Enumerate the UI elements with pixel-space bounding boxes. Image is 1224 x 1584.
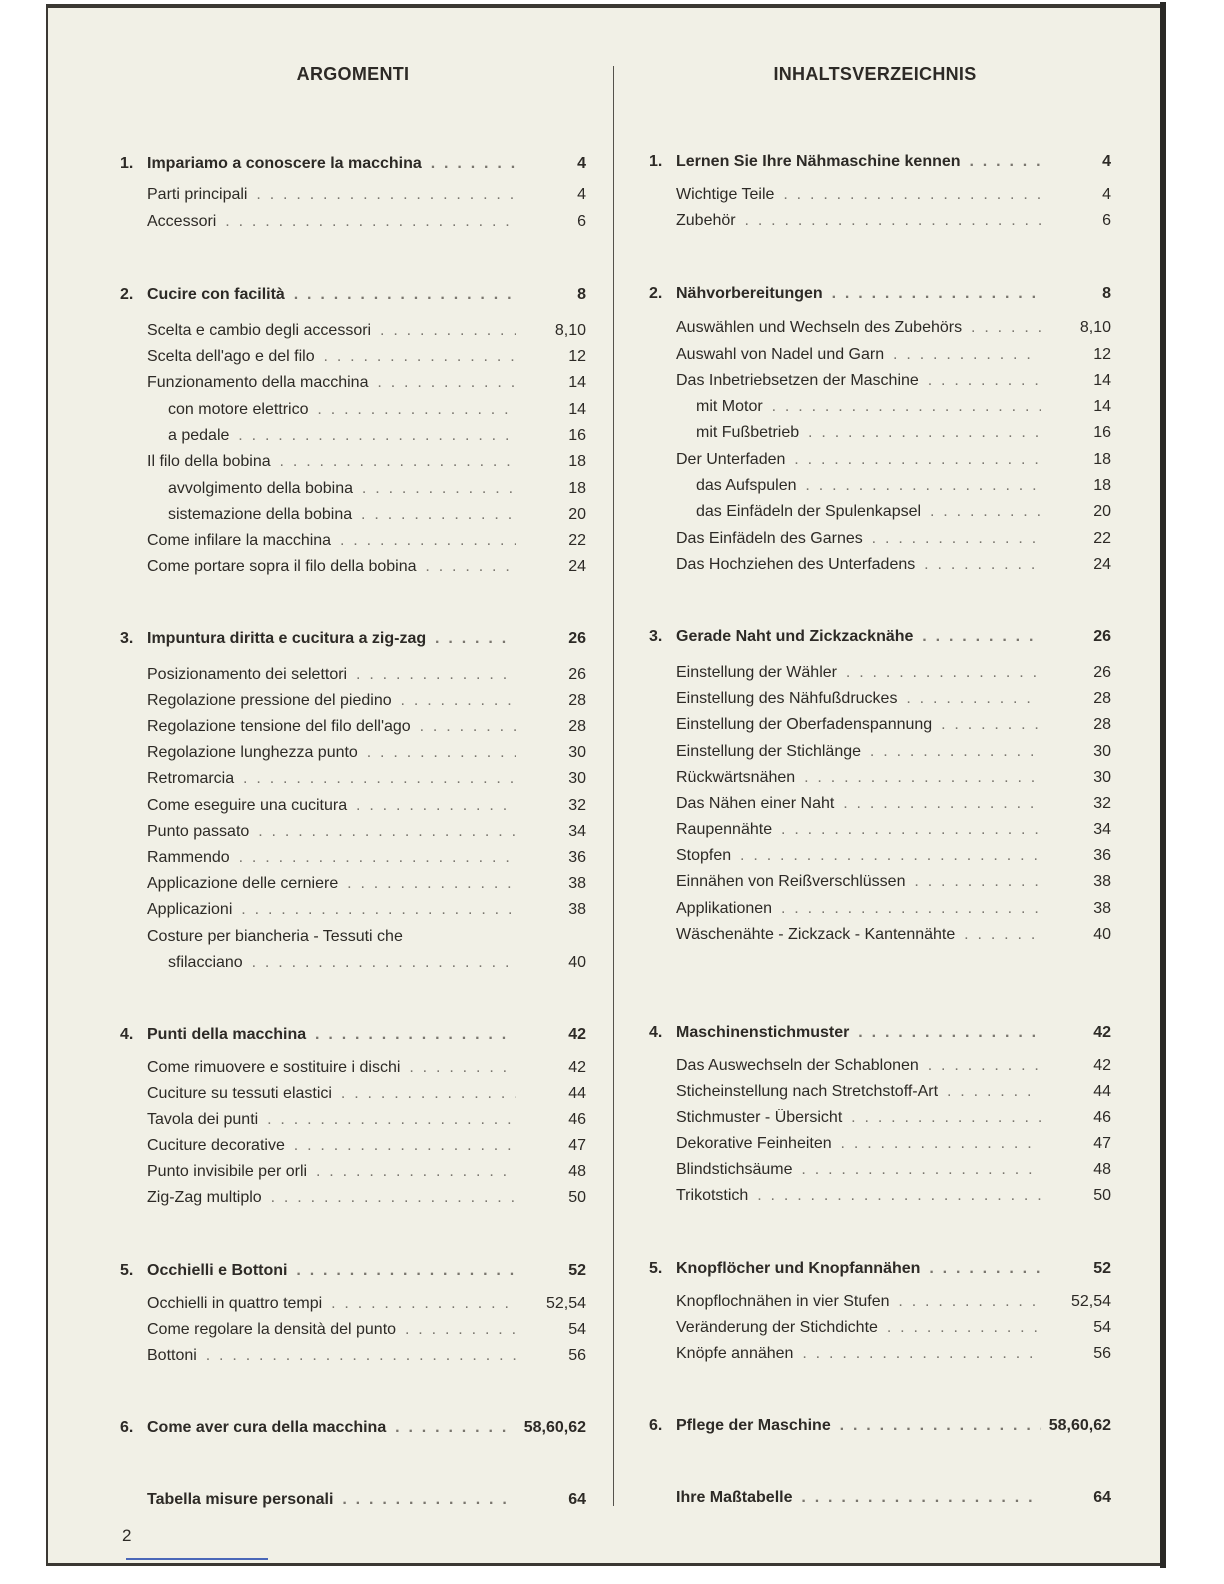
- toc-entry-page: 4: [1098, 186, 1111, 204]
- toc-entry-title: Cuciture su tessuti elastici . .: [147, 1085, 516, 1103]
- toc-entry-page: 18: [564, 453, 586, 471]
- toc-entry-title: Nähvorbereitungen . .: [676, 285, 1041, 303]
- toc-entry-page: 42: [564, 1026, 586, 1044]
- toc-entry-page: 64: [1089, 1489, 1111, 1507]
- toc-entry-title: Das Hochziehen des Unterfadens . .: [676, 556, 1041, 574]
- toc-entry-page: 40: [1089, 926, 1111, 944]
- toc-entry: [649, 847, 1111, 873]
- toc-entry: [120, 928, 586, 954]
- toc-entry-page: 32: [1089, 795, 1111, 813]
- toc-entry-page: 4: [573, 155, 586, 173]
- toc-entry-title: Das Nähen einer Naht . .: [676, 795, 1041, 813]
- toc-entry-title: Auswählen und Wechseln des Zubehörs . .: [676, 319, 1041, 337]
- toc-entry-page: 8,10: [1076, 319, 1111, 337]
- toc-entry: [120, 1295, 586, 1321]
- toc-entry-title: Einstellung der Wähler . .: [676, 664, 1041, 682]
- toc-entry: [649, 1187, 1111, 1213]
- toc-entry-title: Punto invisibile per orli . .: [147, 1163, 516, 1181]
- toc-entry: [120, 453, 586, 479]
- toc-entry-title: Applicazione delle cerniere . .: [147, 875, 516, 893]
- toc-entry: [120, 718, 586, 744]
- toc-entry-page: 48: [1089, 1161, 1111, 1179]
- toc-entry-page: 26: [564, 666, 586, 684]
- bottom-rule: [126, 1558, 268, 1560]
- toc-entry-title: Ihre Maßtabelle . .: [676, 1489, 1041, 1507]
- toc-entry: [120, 823, 586, 849]
- toc-entry: [120, 1347, 586, 1373]
- toc-entry-title: Wäschenähte - Zickzack - Kantennähte . .: [676, 926, 1041, 944]
- toc-entry: [120, 849, 586, 875]
- toc-entry: [649, 795, 1111, 821]
- toc-entry-page: 30: [564, 770, 586, 788]
- toc-entry-number: 1.: [120, 155, 134, 172]
- toc-entry-title: Veränderung der Stichdichte . .: [676, 1319, 1041, 1337]
- toc-entry: [649, 186, 1111, 212]
- toc-entry-title: Applikationen . .: [676, 900, 1041, 918]
- toc-entry: [649, 873, 1111, 899]
- toc-section-heading: [120, 286, 586, 312]
- toc-entry-page: 52,54: [542, 1295, 586, 1313]
- toc-entry-title: Tabella misure personali . .: [147, 1491, 516, 1509]
- toc-entry-page: 42: [564, 1059, 586, 1077]
- toc-entry-title: avvolgimento della bobina . .: [168, 480, 516, 498]
- toc-entry-page: 30: [1089, 743, 1111, 761]
- toc-entry: [649, 424, 1111, 450]
- toc-entry-title: Wichtige Teile . .: [676, 186, 1041, 204]
- toc-entry-title: Rammendo . .: [147, 849, 516, 867]
- toc-section-heading: [120, 1419, 586, 1445]
- toc-entry-title: Der Unterfaden . .: [676, 451, 1041, 469]
- toc-entry-number: 3.: [649, 628, 663, 645]
- toc-entry-page: 16: [564, 427, 586, 445]
- toc-entry-number: 5.: [649, 1260, 663, 1277]
- toc-entry-title: Scelta e cambio degli accessori . .: [147, 322, 516, 340]
- toc-section-heading: [649, 1260, 1111, 1286]
- toc-entry: [120, 1137, 586, 1163]
- toc-entry: [649, 530, 1111, 556]
- toc-entry-page: 58,60,62: [520, 1419, 586, 1437]
- toc-section-heading: [649, 153, 1111, 179]
- toc-entry: [120, 1163, 586, 1189]
- toc-entry-title: Regolazione tensione del filo dell'ago . .: [147, 718, 516, 736]
- toc-entry-title: Costure per biancheria - Tessuti che: [147, 928, 403, 945]
- toc-section-heading: [120, 1026, 586, 1052]
- toc-entry-page: 36: [564, 849, 586, 867]
- toc-entry-page: 42: [1089, 1057, 1111, 1075]
- toc-entry-page: 6: [1098, 212, 1111, 230]
- toc-entry-title: Knöpfe annähen . .: [676, 1345, 1041, 1363]
- toc-entry-page: 8: [1098, 285, 1111, 303]
- toc-entry: [649, 346, 1111, 372]
- toc-entry: [649, 1057, 1111, 1083]
- toc-entry-page: 18: [1089, 451, 1111, 469]
- toc-entry-page: 56: [564, 1347, 586, 1365]
- toc-entry: [120, 797, 586, 823]
- toc-entry-title: Come rimuovere e sostituire i dischi . .: [147, 1059, 516, 1077]
- toc-entry: [120, 692, 586, 718]
- toc-entry: [120, 480, 586, 506]
- toc-entry-number: 5.: [120, 1262, 134, 1279]
- toc-entry-page: 28: [1089, 716, 1111, 734]
- toc-entry-page: 54: [1089, 1319, 1111, 1337]
- column-divider: [613, 66, 614, 1506]
- toc-entry-title: Tavola dei punti . .: [147, 1111, 516, 1129]
- toc-entry: [120, 348, 586, 374]
- toc-entry-page: 20: [1089, 503, 1111, 521]
- toc-entry-title: Occhielli in quattro tempi . .: [147, 1295, 516, 1313]
- toc-entry: [120, 1111, 586, 1137]
- toc-entry-title: Auswahl von Nadel und Garn . .: [676, 346, 1041, 364]
- toc-entry-title: Il filo della bobina . .: [147, 453, 516, 471]
- toc-entry-title: Einnähen von Reißverschlüssen . .: [676, 873, 1041, 891]
- toc-entry-page: 50: [1089, 1187, 1111, 1205]
- toc-section-heading: [120, 1491, 586, 1517]
- toc-entry-number: 2.: [120, 286, 134, 303]
- toc-entry-title: Lernen Sie Ihre Nähmaschine kennen . .: [676, 153, 1041, 171]
- toc-entry-page: 47: [1089, 1135, 1111, 1153]
- toc-entry-title: Posizionamento dei selettori . .: [147, 666, 516, 684]
- toc-entry-title: Come regolare la densità del punto . .: [147, 1321, 516, 1339]
- toc-entry-title: Accessori . .: [147, 213, 516, 231]
- toc-entry-page: 38: [564, 875, 586, 893]
- toc-entry-title: a pedale . .: [168, 427, 516, 445]
- toc-entry-page: 18: [1089, 477, 1111, 495]
- toc-entry: [120, 1189, 586, 1215]
- toc-entry-title: Bottoni . .: [147, 1347, 516, 1365]
- toc-entry-title: Gerade Naht und Zickzacknähe . .: [676, 628, 1041, 646]
- toc-section-heading: [120, 1262, 586, 1288]
- toc-entry: [120, 744, 586, 770]
- toc-entry: [120, 401, 586, 427]
- toc-entry-title: Cuciture decorative . .: [147, 1137, 516, 1155]
- toc-entry-page: 28: [564, 718, 586, 736]
- toc-entry: [120, 506, 586, 532]
- toc-entry-page: 38: [564, 901, 586, 919]
- toc-entry: [120, 558, 586, 584]
- toc-entry-number: 2.: [649, 285, 663, 302]
- toc-entry-page: 46: [1089, 1109, 1111, 1127]
- toc-entry-page: 30: [564, 744, 586, 762]
- toc-entry-number: 6.: [649, 1417, 663, 1434]
- toc-entry-title: Funzionamento della macchina . .: [147, 374, 516, 392]
- toc-entry-page: 14: [564, 401, 586, 419]
- toc-entry-page: 26: [1089, 628, 1111, 646]
- toc-entry-page: 14: [1089, 372, 1111, 390]
- toc-entry-page: 12: [564, 348, 586, 366]
- toc-entry-page: 14: [564, 374, 586, 392]
- toc-entry: [649, 1135, 1111, 1161]
- toc-entry-title: Knopflöcher und Knopfannähen . .: [676, 1260, 1041, 1278]
- toc-entry-title: mit Motor . .: [696, 398, 1041, 416]
- toc-entry-page: 52: [1089, 1260, 1111, 1278]
- toc-entry-title: Zubehör . .: [676, 212, 1041, 230]
- toc-entry: [649, 477, 1111, 503]
- toc-entry: [120, 322, 586, 348]
- toc-entry-title: Come aver cura della macchina . .: [147, 1419, 516, 1437]
- toc-entry-page: 8,10: [551, 322, 586, 340]
- toc-entry: [649, 1109, 1111, 1135]
- toc-entry-page: 42: [1089, 1024, 1111, 1042]
- toc-entry-page: 28: [564, 692, 586, 710]
- toc-entry: [649, 769, 1111, 795]
- toc-entry-page: 26: [1089, 664, 1111, 682]
- toc-entry: [120, 427, 586, 453]
- toc-entry: [649, 1083, 1111, 1109]
- toc-entry: [120, 1085, 586, 1111]
- toc-entry-page: 16: [1089, 424, 1111, 442]
- toc-entry-title: Zig-Zag multiplo . .: [147, 1189, 516, 1207]
- toc-entry-page: 6: [573, 213, 586, 231]
- toc-entry-title: Einstellung der Oberfadenspannung . .: [676, 716, 1041, 734]
- toc-entry-page: 8: [573, 286, 586, 304]
- toc-entry-page: 54: [564, 1321, 586, 1339]
- toc-entry-page: 34: [564, 823, 586, 841]
- toc-entry: [120, 901, 586, 927]
- toc-entry-title: con motore elettrico . .: [168, 401, 516, 419]
- toc-entry: [120, 532, 586, 558]
- toc-entry: [649, 664, 1111, 690]
- toc-entry-title: Come infilare la macchina . .: [147, 532, 516, 550]
- toc-entry-title: sistemazione della bobina . .: [168, 506, 516, 524]
- toc-entry-title: das Einfädeln der Spulenkapsel . .: [696, 503, 1041, 521]
- toc-section-heading: [649, 1417, 1111, 1443]
- toc-entry: [649, 1293, 1111, 1319]
- toc-entry-page: 36: [1089, 847, 1111, 865]
- toc-entry-page: 52: [564, 1262, 586, 1280]
- toc-entry-page: 56: [1089, 1345, 1111, 1363]
- toc-entry-number: 4.: [649, 1024, 663, 1041]
- toc-entry-title: Impuntura diritta e cucitura a zig-zag . .: [147, 630, 516, 648]
- toc-entry-title: Dekorative Feinheiten . .: [676, 1135, 1041, 1153]
- toc-entry-page: 28: [1089, 690, 1111, 708]
- toc-entry-title: Einstellung des Nähfußdruckes . .: [676, 690, 1041, 708]
- toc-entry-title: Stichmuster - Übersicht . .: [676, 1109, 1041, 1127]
- toc-entry-page: 26: [564, 630, 586, 648]
- toc-entry: [649, 1345, 1111, 1371]
- toc-entry-title: Rückwärtsnähen . .: [676, 769, 1041, 787]
- toc-entry: [649, 556, 1111, 582]
- page-number: 2: [122, 1526, 132, 1545]
- toc-entry-title: Scelta dell'ago e del filo . .: [147, 348, 516, 366]
- toc-entry: [649, 319, 1111, 345]
- toc-section-heading: [649, 1489, 1111, 1515]
- toc-entry: [649, 821, 1111, 847]
- toc-entry-page: 30: [1089, 769, 1111, 787]
- toc-entry: [649, 743, 1111, 769]
- left-column-title: ARGOMENTI: [296, 64, 410, 84]
- toc-entry-title: Punti della macchina . .: [147, 1026, 516, 1044]
- toc-entry: [120, 770, 586, 796]
- toc-entry-title: sfilacciano . .: [168, 954, 516, 972]
- toc-entry-page: 22: [1089, 530, 1111, 548]
- toc-entry-title: Regolazione pressione del piedino . .: [147, 692, 516, 710]
- toc-entry-number: 1.: [649, 153, 663, 170]
- toc-section-heading: [649, 285, 1111, 311]
- toc-entry-page: 38: [1089, 873, 1111, 891]
- toc-entry: [120, 875, 586, 901]
- toc-entry-number: 3.: [120, 630, 134, 647]
- toc-entry-page: 12: [1089, 346, 1111, 364]
- toc-entry: [120, 374, 586, 400]
- toc-entry-page: 44: [564, 1085, 586, 1103]
- toc-entry: [120, 186, 586, 212]
- toc-entry-page: 38: [1089, 900, 1111, 918]
- toc-entry: [649, 690, 1111, 716]
- toc-entry-title: Stopfen . .: [676, 847, 1041, 865]
- toc-entry-page: 22: [564, 532, 586, 550]
- toc-entry-title: Maschinenstichmuster . .: [676, 1024, 1041, 1042]
- toc-entry-title: Punto passato . .: [147, 823, 516, 841]
- toc-entry-page: 58,60,62: [1045, 1417, 1111, 1435]
- toc-entry-page: 50: [564, 1189, 586, 1207]
- toc-entry-number: 6.: [120, 1419, 134, 1436]
- toc-entry-page: 24: [564, 558, 586, 576]
- toc-section-heading: [649, 1024, 1111, 1050]
- toc-entry-title: Trikotstich . .: [676, 1187, 1041, 1205]
- toc-entry-page: 64: [564, 1491, 586, 1509]
- toc-entry-title: Einstellung der Stichlänge . .: [676, 743, 1041, 761]
- toc-entry: [120, 954, 586, 980]
- toc-entry-title: Impariamo a conoscere la macchina . .: [147, 155, 516, 173]
- toc-entry-title: Das Inbetriebsetzen der Maschine . .: [676, 372, 1041, 390]
- toc-entry-page: 48: [564, 1163, 586, 1181]
- toc-entry-page: 46: [564, 1111, 586, 1129]
- toc-entry-title: Raupennähte . .: [676, 821, 1041, 839]
- toc-entry-page: 47: [564, 1137, 586, 1155]
- toc-entry-page: 4: [1098, 153, 1111, 171]
- toc-entry-page: 4: [573, 186, 586, 204]
- toc-entry-title: Come eseguire una cucitura . .: [147, 797, 516, 815]
- scan-edge: [1160, 2, 1166, 1568]
- toc-entry: [649, 372, 1111, 398]
- toc-entry-page: 14: [1089, 398, 1111, 416]
- toc-section-heading: [120, 155, 586, 181]
- toc-section-heading: [649, 628, 1111, 654]
- toc-section-heading: [120, 630, 586, 656]
- toc-entry-page: 18: [564, 480, 586, 498]
- toc-entry-page: 40: [564, 954, 586, 972]
- toc-entry: [649, 926, 1111, 952]
- toc-entry: [120, 666, 586, 692]
- toc-entry-title: Cucire con facilità . .: [147, 286, 516, 304]
- toc-entry-page: 24: [1089, 556, 1111, 574]
- toc-entry-title: Knopflochnähen in vier Stufen . .: [676, 1293, 1041, 1311]
- toc-entry-page: 34: [1089, 821, 1111, 839]
- toc-entry: [649, 1161, 1111, 1187]
- toc-entry-number: 4.: [120, 1026, 134, 1043]
- toc-entry-title: Regolazione lunghezza punto . .: [147, 744, 516, 762]
- toc-entry-title: Retromarcia . .: [147, 770, 516, 788]
- right-column-title: INHALTSVERZEICHNIS: [773, 64, 977, 84]
- toc-entry-title: Das Auswechseln der Schablonen . .: [676, 1057, 1041, 1075]
- toc-entry-page: 52,54: [1067, 1293, 1111, 1311]
- toc-entry: [120, 1321, 586, 1347]
- toc-entry: [649, 503, 1111, 529]
- toc-entry-page: 32: [564, 797, 586, 815]
- toc-entry: [120, 213, 586, 239]
- toc-entry-title: Sticheinstellung nach Stretchstoff-Art . .: [676, 1083, 1041, 1101]
- toc-entry-page: 20: [564, 506, 586, 524]
- toc-entry: [120, 1059, 586, 1085]
- toc-entry: [649, 900, 1111, 926]
- toc-entry-title: Occhielli e Bottoni . .: [147, 1262, 516, 1280]
- toc-entry-title: Applicazioni . .: [147, 901, 516, 919]
- toc-entry: [649, 451, 1111, 477]
- toc-entry-title: Pflege der Maschine . .: [676, 1417, 1041, 1435]
- toc-entry-page: 44: [1089, 1083, 1111, 1101]
- toc-entry-title: Parti principali . .: [147, 186, 516, 204]
- toc-entry: [649, 398, 1111, 424]
- toc-entry-title: Blindstichsäume . .: [676, 1161, 1041, 1179]
- toc-entry-title: Come portare sopra il filo della bobina . .: [147, 558, 516, 576]
- toc-entry: [649, 212, 1111, 238]
- toc-entry: [649, 716, 1111, 742]
- toc-entry-title: das Aufspulen . .: [696, 477, 1041, 495]
- toc-entry: [649, 1319, 1111, 1345]
- toc-entry-title: Das Einfädeln des Garnes . .: [676, 530, 1041, 548]
- toc-entry-title: mit Fußbetrieb . .: [696, 424, 1041, 442]
